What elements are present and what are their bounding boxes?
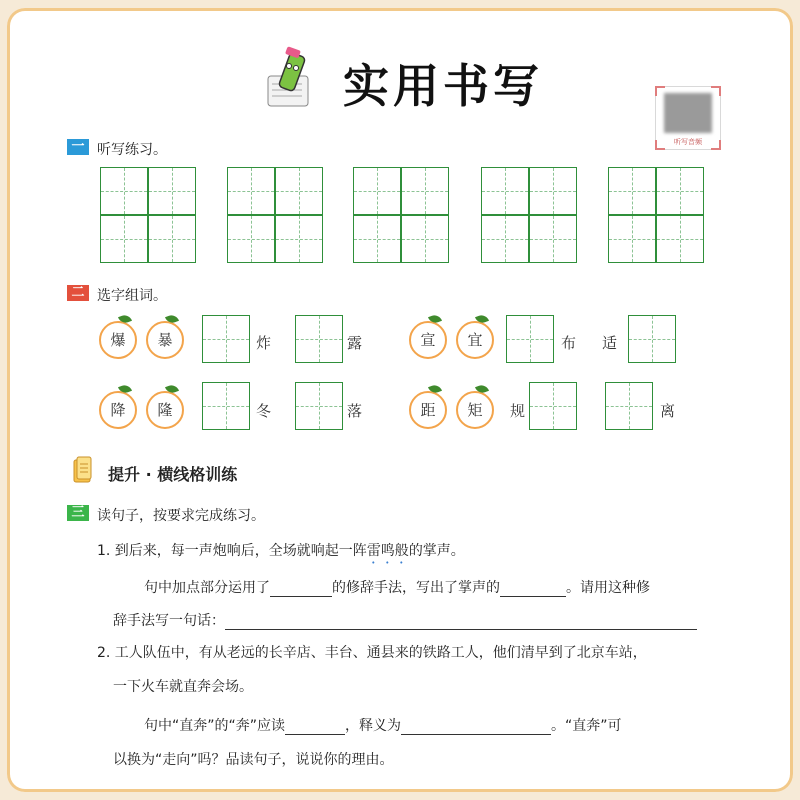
section-2-title: 选字组词。	[97, 288, 167, 304]
section-3-badge: 三	[67, 505, 89, 521]
tian-box[interactable]	[275, 215, 323, 263]
question-1-prompt: 句中加点部分运用了 的修辞手法，写出了掌声的 。请用这种修	[144, 580, 650, 596]
word-char: 炸	[256, 334, 272, 352]
option-circle[interactable]: 隆	[146, 391, 184, 429]
option-circle[interactable]: 宜	[456, 321, 494, 359]
question-2-sentence: 2. 工人队伍中，有从老远的长辛店、丰台、通县来的铁路工人，他们清早到了北京车站，	[97, 645, 647, 661]
tian-box[interactable]	[227, 167, 275, 215]
tian-box[interactable]	[100, 167, 148, 215]
tian-box[interactable]	[481, 215, 529, 263]
answer-box[interactable]	[628, 315, 676, 363]
page-title: 实用书写	[343, 59, 543, 113]
section-2-badge: 二	[67, 285, 89, 301]
qr-code[interactable]	[655, 86, 721, 150]
word-char: 离	[660, 402, 676, 420]
answer-blank[interactable]	[500, 580, 566, 597]
answer-blank[interactable]	[270, 580, 332, 597]
question-1-prompt-line2: 辞手法写一句话：	[113, 610, 697, 630]
answer-line[interactable]	[225, 613, 697, 630]
tian-box[interactable]	[401, 215, 449, 263]
word-char: 规	[510, 402, 526, 420]
section-1-title: 听写练习。	[97, 142, 167, 158]
word-char: 冬	[256, 402, 272, 420]
answer-box[interactable]	[529, 382, 577, 430]
option-circle[interactable]: 距	[409, 391, 447, 429]
tian-box[interactable]	[529, 167, 577, 215]
option-circle[interactable]: 降	[99, 391, 137, 429]
option-circle[interactable]: 宣	[409, 321, 447, 359]
pencil-mascot-icon	[262, 46, 322, 112]
tian-box[interactable]	[529, 215, 577, 263]
section-1-badge: 一	[67, 139, 89, 155]
section-3-title: 读句子，按要求完成练习。	[97, 508, 265, 524]
word-char: 露	[347, 334, 363, 352]
answer-blank[interactable]	[285, 718, 345, 735]
tian-box[interactable]	[227, 215, 275, 263]
answer-box[interactable]	[605, 382, 653, 430]
answer-box[interactable]	[506, 315, 554, 363]
qr-caption: 听写音频	[674, 138, 702, 146]
tian-box[interactable]	[656, 215, 704, 263]
tian-box[interactable]	[481, 167, 529, 215]
answer-box[interactable]	[202, 315, 250, 363]
option-circle[interactable]: 矩	[456, 391, 494, 429]
worksheet-page	[7, 8, 793, 792]
tian-box[interactable]	[148, 167, 196, 215]
tian-box[interactable]	[353, 167, 401, 215]
section-heading-tisheng: 提升 · 横线格训练	[108, 465, 238, 484]
qr-code-image	[664, 93, 712, 133]
tian-box[interactable]	[656, 167, 704, 215]
question-1-sentence: 1. 到后来，每一声炮响后，全场就响起一阵雷鸣般的掌声。	[97, 543, 465, 559]
notepad-icon	[72, 456, 94, 484]
tian-box[interactable]	[353, 215, 401, 263]
tian-box[interactable]	[148, 215, 196, 263]
answer-box[interactable]	[295, 315, 343, 363]
tian-box[interactable]	[608, 215, 656, 263]
word-char: 布	[561, 334, 577, 352]
question-2-sentence-line2: 一下火车就直奔会场。	[113, 679, 253, 695]
option-circle[interactable]: 暴	[146, 321, 184, 359]
dotted-phrase: 雷鸣般	[366, 543, 409, 559]
answer-box[interactable]	[202, 382, 250, 430]
tian-box[interactable]	[401, 167, 449, 215]
option-circle[interactable]: 爆	[99, 321, 137, 359]
tian-box[interactable]	[608, 167, 656, 215]
tian-box[interactable]	[100, 215, 148, 263]
word-char: 适	[602, 334, 618, 352]
word-char: 落	[347, 402, 363, 420]
question-2-prompt: 句中“直奔”的“奔”应读 ，释义为 。“直奔”可	[144, 718, 622, 734]
answer-box[interactable]	[295, 382, 343, 430]
answer-blank[interactable]	[401, 718, 551, 735]
tian-box[interactable]	[275, 167, 323, 215]
question-2-prompt-line2: 以换为“走向”吗？品读句子，说说你的理由。	[113, 752, 394, 768]
